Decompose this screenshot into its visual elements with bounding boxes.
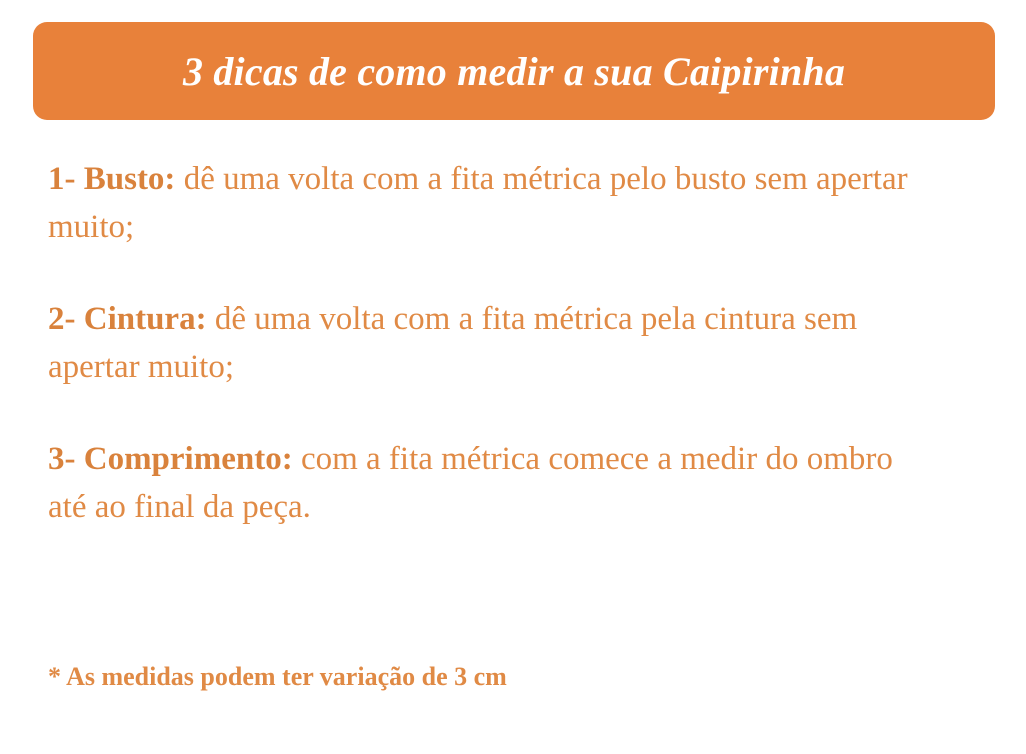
list-item: [48, 295, 928, 391]
footnote: * As medidas podem ter variação de 3 cm: [48, 662, 507, 691]
page-title: 3 dicas de como medir a sua Caipirinha: [182, 48, 846, 94]
tip-lead-cintura: 2- Cintura:: [48, 301, 207, 337]
tip-text-busto: dê uma volta com a fita métrica pelo busto sem apertar muito;: [48, 161, 908, 245]
tip-text-cintura: dê uma volta com a fita métrica pela cintura sem apertar muito;: [48, 301, 858, 385]
tip-lead-comprimento: 3- Comprimento:: [48, 441, 293, 477]
header-banner: [33, 22, 995, 120]
list-item: [48, 155, 928, 251]
tip-text-comprimento: com a fita métrica comece a medir do ombro até ao final da peça.: [48, 441, 893, 525]
list-item: [48, 435, 928, 531]
tip-lead-busto: 1- Busto:: [48, 161, 176, 197]
tips-list: [48, 155, 978, 575]
